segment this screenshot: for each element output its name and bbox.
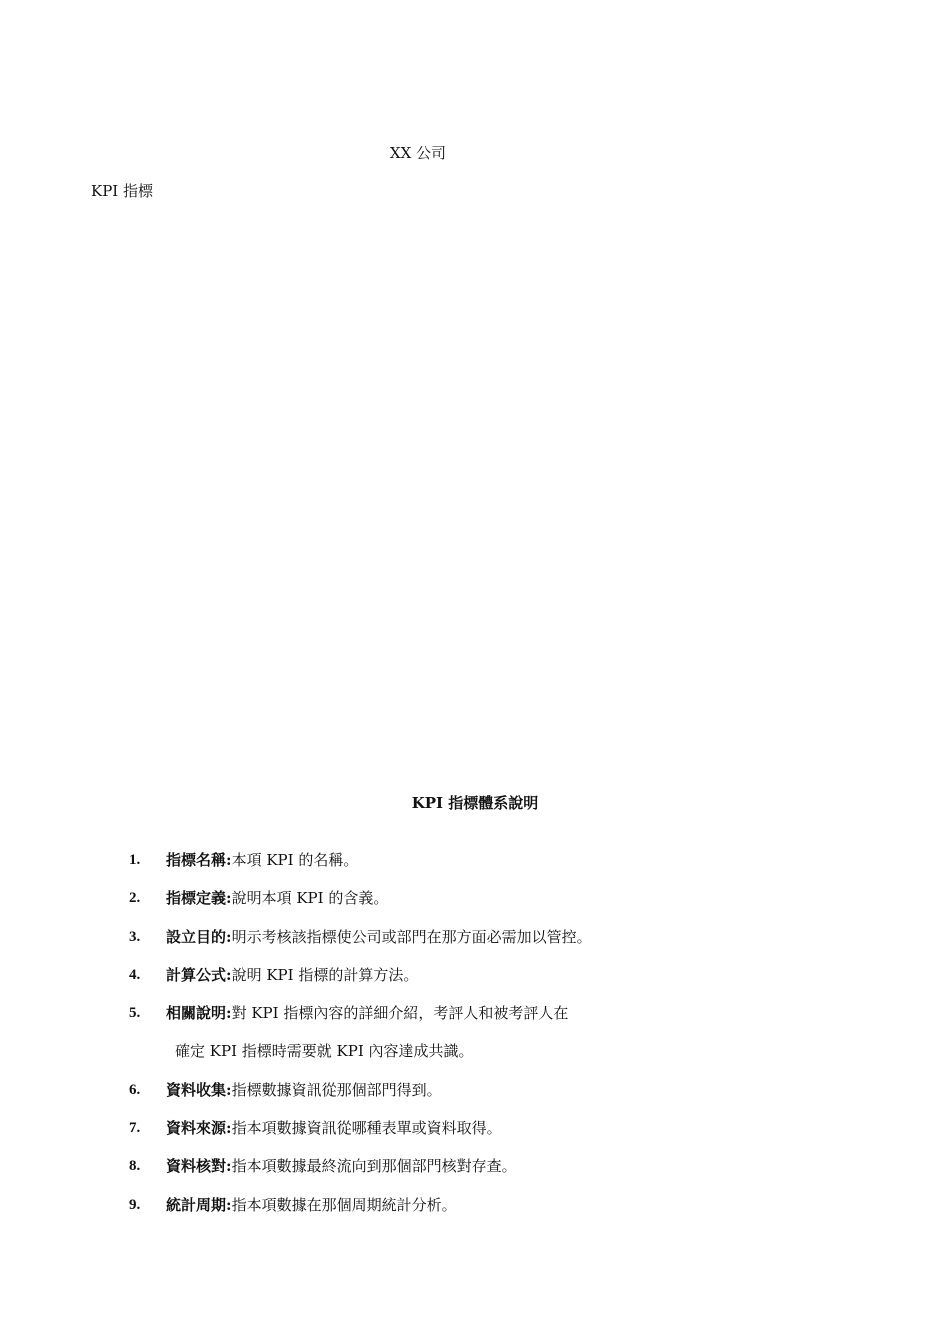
item-separator: : bbox=[226, 1004, 232, 1023]
list-item bbox=[0, 1118, 950, 1156]
item-description: 說明本項 KPI 的含義。 bbox=[231, 889, 389, 908]
item-separator: : bbox=[226, 1157, 232, 1176]
document-label: KPI 指標 bbox=[91, 182, 153, 200]
item-body bbox=[166, 1080, 442, 1100]
item-description-continuation: 確定 KPI 指標時需要就 KPI 內容達成共識。 bbox=[175, 1042, 474, 1061]
item-term: 相關說明 bbox=[166, 1004, 227, 1023]
item-body bbox=[166, 888, 388, 908]
list-item bbox=[0, 1080, 950, 1118]
item-number: 1. bbox=[129, 852, 141, 868]
item-separator: : bbox=[226, 927, 232, 946]
item-number: 2. bbox=[129, 890, 141, 907]
item-number: 4. bbox=[129, 966, 141, 983]
item-body bbox=[166, 850, 358, 870]
item-separator: : bbox=[226, 851, 232, 869]
item-body bbox=[166, 927, 592, 947]
item-body bbox=[166, 1195, 457, 1215]
item-separator: : bbox=[226, 889, 232, 908]
item-term: 指標名稱 bbox=[166, 851, 227, 869]
item-term: 資料來源 bbox=[166, 1119, 227, 1138]
item-body bbox=[166, 965, 418, 985]
section-title: KPI 指標體系說明 bbox=[411, 794, 539, 812]
item-number: 7. bbox=[129, 1120, 141, 1137]
item-description: 指標數據資訊從那個部門得到。 bbox=[231, 1080, 442, 1099]
list-item bbox=[0, 965, 950, 1003]
item-term: 設立目的 bbox=[166, 927, 227, 946]
company-heading: XX 公司 bbox=[389, 144, 447, 162]
item-description: 說明 KPI 指標的計算方法。 bbox=[231, 965, 419, 984]
item-term: 資料核對 bbox=[166, 1157, 227, 1176]
item-body bbox=[166, 1156, 517, 1176]
item-body bbox=[166, 1003, 568, 1023]
list-item bbox=[0, 1195, 950, 1233]
item-description: 本項 KPI 的名稱。 bbox=[231, 851, 359, 869]
list-item bbox=[0, 850, 950, 888]
list-item-continuation bbox=[0, 1041, 950, 1079]
item-separator: : bbox=[226, 1080, 232, 1099]
item-description: 對 KPI 指標內容的詳細介紹，考評人和被考評人在 bbox=[231, 1004, 569, 1023]
item-description: 指本項數據在那個周期統計分析。 bbox=[231, 1195, 457, 1214]
item-separator: : bbox=[226, 1119, 232, 1138]
item-number: 5. bbox=[129, 1005, 141, 1022]
item-term: 指標定義 bbox=[166, 889, 227, 908]
definition-list bbox=[0, 850, 950, 1233]
item-separator: : bbox=[226, 1195, 232, 1214]
item-number: 8. bbox=[129, 1158, 141, 1175]
item-description: 指本項數據資訊從哪種表單或資料取得。 bbox=[231, 1119, 502, 1138]
item-description: 指本項數據最終流向到那個部門核對存查。 bbox=[231, 1157, 517, 1176]
item-body bbox=[166, 1118, 502, 1138]
list-item bbox=[0, 1156, 950, 1194]
item-description: 明示考核該指標使公司或部門在那方面必需加以管控。 bbox=[231, 927, 592, 946]
list-item bbox=[0, 888, 950, 926]
item-term: 資料收集 bbox=[166, 1080, 227, 1099]
item-number: 9. bbox=[129, 1196, 141, 1213]
item-number: 6. bbox=[129, 1081, 141, 1098]
item-term: 計算公式 bbox=[166, 965, 227, 984]
list-item bbox=[0, 927, 950, 965]
item-separator: : bbox=[226, 965, 232, 984]
item-number: 3. bbox=[129, 928, 141, 945]
list-item bbox=[0, 1003, 950, 1041]
item-term: 統計周期 bbox=[166, 1195, 227, 1214]
